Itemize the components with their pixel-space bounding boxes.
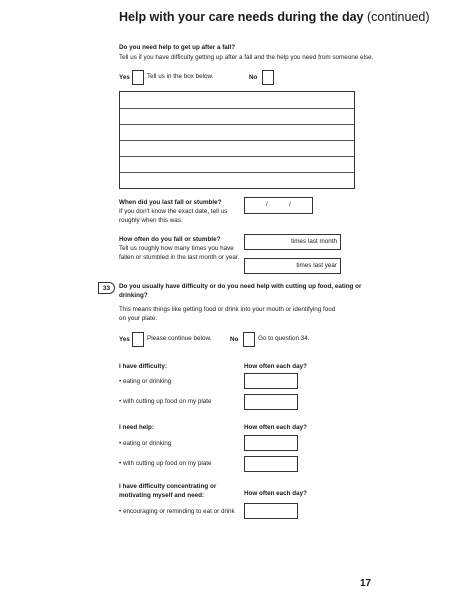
last-fall-note-2: roughly when this was. xyxy=(119,217,183,224)
difficulty-frequency-header: How often each day? xyxy=(244,363,307,370)
date-separator: / xyxy=(266,201,268,208)
q33-yes-checkbox[interactable] xyxy=(132,332,144,347)
concentrating-heading-2: motivating myself and need: xyxy=(119,492,205,499)
fall-frequency-question: How often do you fall or stumble? xyxy=(119,236,221,243)
q33-no-label: No xyxy=(230,336,239,343)
q33-note-2: on your plate. xyxy=(119,315,158,322)
q33-question-1: Do you usually have difficulty or do you need help with cutting up food, eating or xyxy=(119,283,362,290)
need-help-frequency-header: How often each day? xyxy=(244,424,307,431)
need-help-item-eating: • eating or drinking xyxy=(119,440,172,447)
difficulty-cutting-frequency-field[interactable] xyxy=(244,394,298,410)
difficulty-eating-frequency-field[interactable] xyxy=(244,373,298,389)
falls-no-label: No xyxy=(249,74,258,81)
need-help-item-cutting: • with cutting up food on my plate xyxy=(119,460,212,467)
last-fall-question: When did you last fall or stumble? xyxy=(119,199,222,206)
falls-yes-hint: Tell us in the box below. xyxy=(147,73,214,80)
concentrating-frequency-header: How often each day? xyxy=(244,490,307,497)
falls-yes-label: Yes xyxy=(119,74,130,81)
difficulty-item-eating: • eating or drinking xyxy=(119,378,172,385)
q33-note-1: This means things like getting food or drink into your mouth or identifying food xyxy=(119,306,336,313)
concentrating-item-encouraging: • encouraging or reminding to eat or drink xyxy=(119,508,235,515)
falls-per-month-field[interactable]: times last month xyxy=(244,234,341,250)
page-number: 17 xyxy=(360,578,372,589)
last-fall-date-field[interactable] xyxy=(244,197,313,214)
difficulty-heading: I have difficulty: xyxy=(119,363,167,370)
page-title: Help with your care needs during the day (continued) xyxy=(119,10,430,24)
q33-question-2: drinking? xyxy=(119,292,148,299)
q33-yes-label: Yes xyxy=(119,336,130,343)
question-number-badge: 33 xyxy=(98,282,115,294)
need-help-heading: I need help: xyxy=(119,424,154,431)
writing-line xyxy=(120,124,354,125)
fall-frequency-note-1: Tell us roughly how many times you have xyxy=(119,245,234,252)
need-help-cutting-frequency-field[interactable] xyxy=(244,456,298,472)
need-help-eating-frequency-field[interactable] xyxy=(244,435,298,451)
q33-no-hint: Go to question 34. xyxy=(258,335,310,342)
falls-note: Tell us if you have difficulty getting up after a fall and the help you need from someone else. xyxy=(119,54,374,61)
writing-line xyxy=(120,156,354,157)
concentrating-frequency-field[interactable] xyxy=(244,503,298,519)
falls-yes-checkbox[interactable] xyxy=(132,70,144,85)
q33-no-checkbox[interactable] xyxy=(243,332,255,347)
writing-line xyxy=(120,140,354,141)
q33-yes-hint: Please continue below. xyxy=(147,335,212,342)
concentrating-heading-1: I have difficulty concentrating or xyxy=(119,483,217,490)
falls-question: Do you need help to get up after a fall? xyxy=(119,44,236,51)
last-fall-note-1: If you don't know the exact date, tell us xyxy=(119,208,228,215)
difficulty-item-cutting: • with cutting up food on my plate xyxy=(119,398,212,405)
falls-per-year-field[interactable]: times last year xyxy=(244,258,341,274)
date-separator: / xyxy=(289,201,291,208)
writing-line xyxy=(120,108,354,109)
writing-line xyxy=(120,172,354,173)
falls-no-checkbox[interactable] xyxy=(262,70,274,85)
fall-frequency-note-2: fallen or stumbled in the last month or year. xyxy=(119,254,240,261)
